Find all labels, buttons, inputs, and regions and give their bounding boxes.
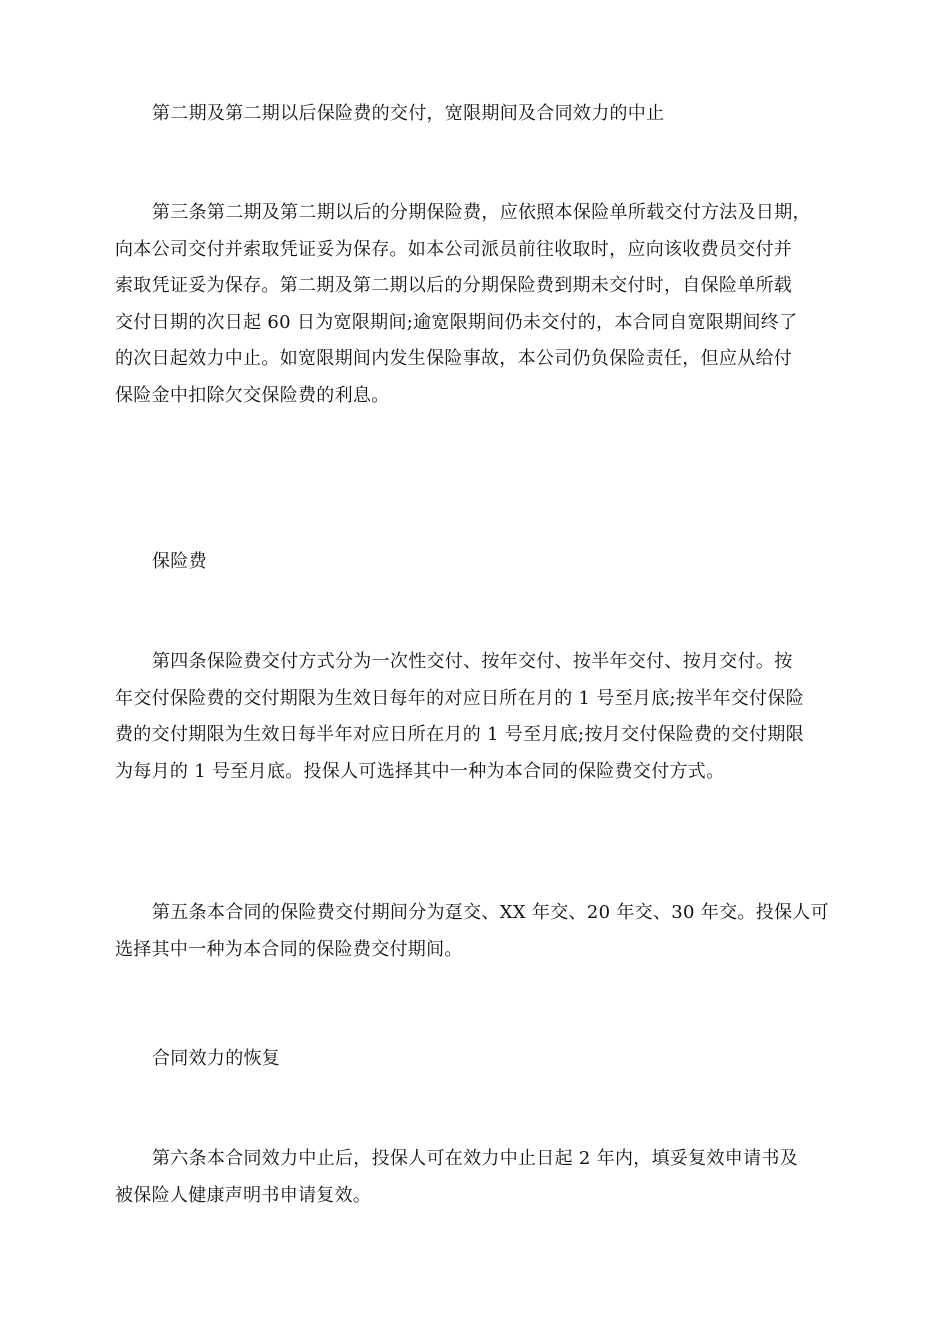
- paragraph-line: 的次日起效力中止。如宽限期间内发生保险事故，本公司仍负保险责任，但应从给付: [115, 348, 793, 369]
- section-heading-reinstatement: 合同效力的恢复: [152, 1048, 281, 1069]
- paragraph-line: 第六条本合同效力中止后，投保人可在效力中止日起 2 年内，填妥复效申请书及: [152, 1148, 798, 1169]
- paragraph-line: 被保险人健康声明书申请复效。: [115, 1184, 372, 1206]
- article-5-paragraph: [115, 895, 840, 968]
- section-heading-grace-period: 第二期及第二期以后保险费的交付，宽限期间及合同效力的中止: [152, 103, 665, 124]
- paragraph-line: 为每月的 1 号至月底。投保人可选择其中一种为本合同的保险费交付方式。: [115, 760, 725, 782]
- paragraph-line: 选择其中一种为本合同的保险费交付期间。: [115, 938, 463, 960]
- paragraph-line: 保险金中扣除欠交保险费的利息。: [115, 384, 390, 406]
- section-heading-premium: 保险费: [152, 551, 207, 572]
- paragraph-line: 第四条保险费交付方式分为一次性交付、按年交付、按半年交付、按月交付。按: [152, 651, 793, 672]
- article-3-paragraph: [115, 195, 840, 414]
- paragraph-line: 第五条本合同的保险费交付期间分为趸交、XX 年交、20 年交、30 年交。投保人可: [152, 902, 829, 923]
- paragraph-line: 索取凭证妥为保存。第二期及第二期以后的分期保险费到期未交付时，自保险单所载: [115, 275, 793, 296]
- paragraph-line: 年交付保险费的交付期限为生效日每年的对应日所在月的 1 号至月底;按半年交付保险: [115, 687, 804, 709]
- paragraph-line: 费的交付期限为生效日每半年对应日所在月的 1 号至月底;按月交付保险费的交付期限: [115, 724, 804, 745]
- paragraph-line: 第三条第二期及第二期以后的分期保险费，应依照本保险单所载交付方法及日期，: [152, 202, 811, 223]
- paragraph-line: 交付日期的次日起 60 日为宽限期间;逾宽限期间仍未交付的，本合同自宽限期间终了: [115, 311, 798, 333]
- paragraph-line: 向本公司交付并索取凭证妥为保存。如本公司派员前往收取时，应向该收费员交付并: [115, 238, 793, 260]
- article-6-paragraph: [115, 1141, 840, 1214]
- article-4-paragraph: [115, 644, 840, 790]
